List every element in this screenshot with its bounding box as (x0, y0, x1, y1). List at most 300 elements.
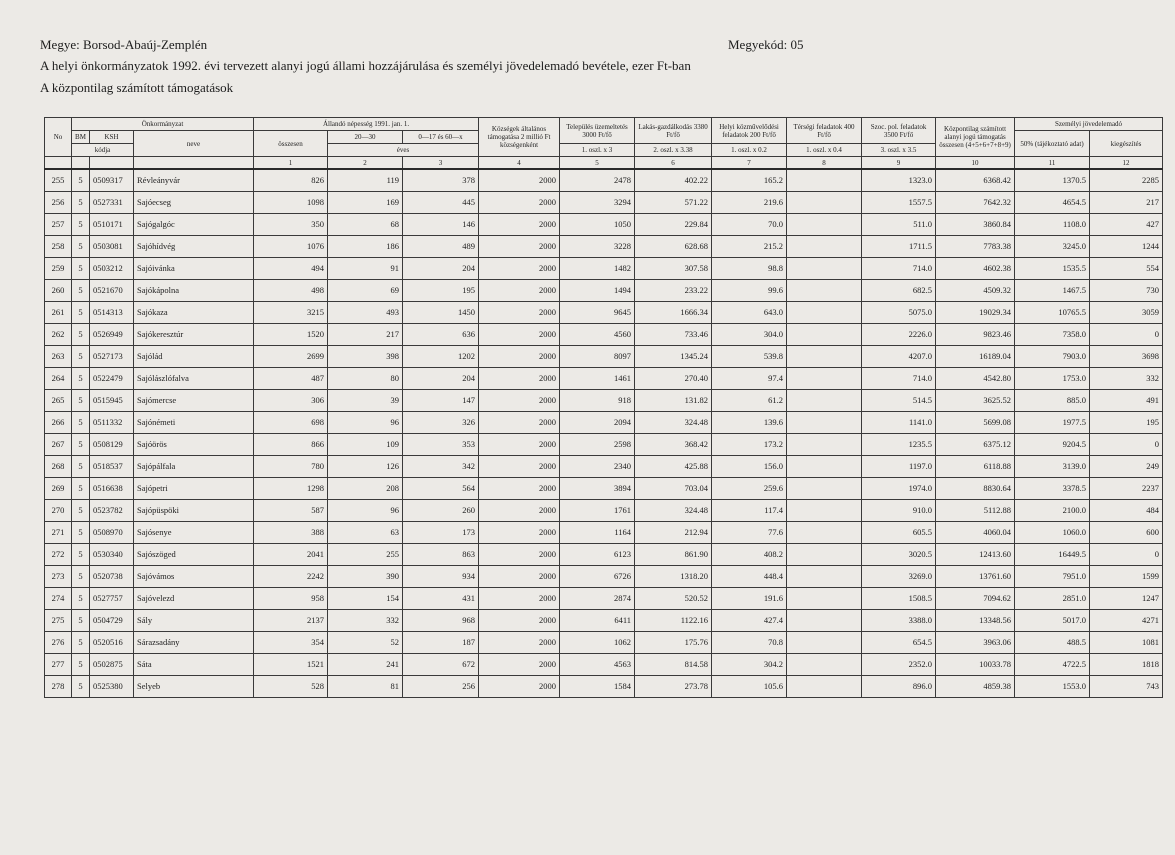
cell-kieg: 1818 (1090, 653, 1163, 675)
table-row (45, 213, 1163, 235)
cell-bm: 5 (72, 455, 90, 477)
cell-tersegi (787, 499, 862, 521)
cell-szoc: 3020.5 (862, 543, 936, 565)
table-row (45, 367, 1163, 389)
cell-kozponti: 5699.08 (936, 411, 1015, 433)
cell-kozsegek: 2000 (479, 455, 560, 477)
cell-osszesen: 1298 (254, 477, 328, 499)
cell-osszesen: 3215 (254, 301, 328, 323)
cell-tersegi (787, 235, 862, 257)
cell-2030: 154 (328, 587, 403, 609)
cell-kozponti: 9823.46 (936, 323, 1015, 345)
cell-osszesen: 388 (254, 521, 328, 543)
cell-lakas: 425.88 (635, 455, 712, 477)
cell-2030: 52 (328, 631, 403, 653)
cell-szja50: 9204.5 (1015, 433, 1090, 455)
cell-bm: 5 (72, 367, 90, 389)
cell-szja50: 7358.0 (1015, 323, 1090, 345)
cell-kozsegek: 2000 (479, 213, 560, 235)
cell-telepules: 6411 (560, 609, 635, 631)
cell-szja50: 2851.0 (1015, 587, 1090, 609)
cell-017: 146 (403, 213, 479, 235)
cell-szoc: 2352.0 (862, 653, 936, 675)
col-osszesen-header: összesen (254, 131, 328, 157)
cell-kozsegek: 2000 (479, 653, 560, 675)
cell-szja50: 3378.5 (1015, 477, 1090, 499)
cell-017: 195 (403, 279, 479, 301)
cell-helyi: 139.6 (712, 411, 787, 433)
cell-name: Sajóörös (134, 433, 254, 455)
cell-lakas: 175.76 (635, 631, 712, 653)
cell-szja50: 1108.0 (1015, 213, 1090, 235)
cell-kozponti: 8830.64 (936, 477, 1015, 499)
cell-bm: 5 (72, 301, 90, 323)
cell-bm: 5 (72, 389, 90, 411)
cell-helyi: 259.6 (712, 477, 787, 499)
cell-telepules: 6123 (560, 543, 635, 565)
cell-kozponti: 6118.88 (936, 455, 1015, 477)
cell-bm: 5 (72, 235, 90, 257)
cell-kozsegek: 2000 (479, 301, 560, 323)
cell-tersegi (787, 543, 862, 565)
cell-name: Sajópálfala (134, 455, 254, 477)
cell-no: 264 (45, 367, 72, 389)
cell-2030: 241 (328, 653, 403, 675)
cell-bm: 5 (72, 675, 90, 697)
cell-kieg: 1081 (1090, 631, 1163, 653)
cell-017: 1202 (403, 345, 479, 367)
table-row (45, 433, 1163, 455)
cell-kozponti: 6375.12 (936, 433, 1015, 455)
col-onkormanyzat-header: Önkormányzat (72, 118, 254, 131)
col-szja-header: Személyi jövedelemadó (1015, 118, 1163, 131)
cell-no: 258 (45, 235, 72, 257)
cell-ksh: 0516638 (90, 477, 134, 499)
table-row (45, 235, 1163, 257)
cell-2030: 493 (328, 301, 403, 323)
cell-tersegi (787, 389, 862, 411)
cell-kozponti: 10033.78 (936, 653, 1015, 675)
cell-bm: 5 (72, 653, 90, 675)
cell-kozponti: 12413.60 (936, 543, 1015, 565)
col-tersegi-sub: 1. oszl. x 0.4 (787, 144, 862, 157)
cell-bm: 5 (72, 477, 90, 499)
cell-kozponti: 3860.84 (936, 213, 1015, 235)
cell-kozponti: 13348.56 (936, 609, 1015, 631)
cell-kozponti: 4542.80 (936, 367, 1015, 389)
cell-2030: 119 (328, 169, 403, 191)
col-szoc-sub: 3. oszl. x 3.5 (862, 144, 936, 157)
cell-lakas: 233.22 (635, 279, 712, 301)
table-row (45, 565, 1163, 587)
cell-kozsegek: 2000 (479, 345, 560, 367)
cell-name: Sajóvámos (134, 565, 254, 587)
cell-kozponti: 4859.38 (936, 675, 1015, 697)
cell-tersegi (787, 345, 862, 367)
cell-lakas: 368.42 (635, 433, 712, 455)
county-code-label: Megyekód: 05 (728, 37, 804, 52)
cell-no: 267 (45, 433, 72, 455)
cell-2030: 398 (328, 345, 403, 367)
cell-kieg: 743 (1090, 675, 1163, 697)
cell-kieg: 730 (1090, 279, 1163, 301)
colnum-8: 8 (787, 157, 862, 170)
table-row (45, 257, 1163, 279)
cell-lakas: 1122.16 (635, 609, 712, 631)
cell-2030: 169 (328, 191, 403, 213)
cell-telepules: 918 (560, 389, 635, 411)
cell-osszesen: 487 (254, 367, 328, 389)
cell-helyi: 304.0 (712, 323, 787, 345)
col-eves-header: éves (328, 144, 479, 157)
cell-017: 204 (403, 257, 479, 279)
cell-tersegi (787, 411, 862, 433)
cell-helyi: 173.2 (712, 433, 787, 455)
cell-017: 863 (403, 543, 479, 565)
cell-szoc: 5075.0 (862, 301, 936, 323)
cell-017: 968 (403, 609, 479, 631)
cell-ksh: 0508970 (90, 521, 134, 543)
cell-017: 636 (403, 323, 479, 345)
table-body (45, 169, 1163, 697)
cell-name: Sajókápolna (134, 279, 254, 301)
cell-kozponti: 5112.88 (936, 499, 1015, 521)
cell-tersegi (787, 675, 862, 697)
cell-017: 1450 (403, 301, 479, 323)
cell-kieg: 3059 (1090, 301, 1163, 323)
cell-ksh: 0510171 (90, 213, 134, 235)
cell-lakas: 131.82 (635, 389, 712, 411)
cell-kieg: 195 (1090, 411, 1163, 433)
cell-szoc: 511.0 (862, 213, 936, 235)
cell-lakas: 273.78 (635, 675, 712, 697)
cell-017: 353 (403, 433, 479, 455)
cell-kieg: 1599 (1090, 565, 1163, 587)
cell-osszesen: 698 (254, 411, 328, 433)
cell-osszesen: 2699 (254, 345, 328, 367)
cell-szoc: 1323.0 (862, 169, 936, 191)
cell-tersegi (787, 191, 862, 213)
cell-szoc: 3388.0 (862, 609, 936, 631)
colnum-blank (90, 157, 134, 170)
cell-tersegi (787, 279, 862, 301)
cell-szoc: 514.5 (862, 389, 936, 411)
cell-2030: 186 (328, 235, 403, 257)
cell-017: 147 (403, 389, 479, 411)
cell-osszesen: 2137 (254, 609, 328, 631)
cell-szja50: 4654.5 (1015, 191, 1090, 213)
cell-kieg: 249 (1090, 455, 1163, 477)
cell-ksh: 0508129 (90, 433, 134, 455)
cell-2030: 63 (328, 521, 403, 543)
cell-2030: 91 (328, 257, 403, 279)
cell-ksh: 0521670 (90, 279, 134, 301)
cell-szja50: 1977.5 (1015, 411, 1090, 433)
cell-kieg: 600 (1090, 521, 1163, 543)
cell-kozponti: 19029.34 (936, 301, 1015, 323)
cell-osszesen: 1076 (254, 235, 328, 257)
cell-szoc: 605.5 (862, 521, 936, 543)
cell-helyi: 99.6 (712, 279, 787, 301)
cell-name: Sály (134, 609, 254, 631)
table-row (45, 543, 1163, 565)
cell-kozsegek: 2000 (479, 543, 560, 565)
cell-2030: 68 (328, 213, 403, 235)
cell-name: Sajóecseg (134, 191, 254, 213)
cell-kieg: 3698 (1090, 345, 1163, 367)
cell-2030: 126 (328, 455, 403, 477)
cell-tersegi (787, 213, 862, 235)
cell-telepules: 4560 (560, 323, 635, 345)
cell-telepules: 2478 (560, 169, 635, 191)
cell-kozsegek: 2000 (479, 235, 560, 257)
cell-kozponti: 4060.04 (936, 521, 1015, 543)
cell-no: 272 (45, 543, 72, 565)
cell-tersegi (787, 301, 862, 323)
cell-lakas: 307.58 (635, 257, 712, 279)
cell-helyi: 77.6 (712, 521, 787, 543)
col-kodja-header: kódja (72, 144, 134, 157)
cell-telepules: 9645 (560, 301, 635, 323)
cell-telepules: 1461 (560, 367, 635, 389)
col-bm-header: BM (72, 131, 90, 144)
cell-no: 262 (45, 323, 72, 345)
cell-2030: 81 (328, 675, 403, 697)
cell-tersegi (787, 367, 862, 389)
table-row (45, 499, 1163, 521)
col-ksh-header: KSH (90, 131, 134, 144)
cell-no: 260 (45, 279, 72, 301)
cell-ksh: 0514313 (90, 301, 134, 323)
table-row (45, 279, 1163, 301)
cell-kozsegek: 2000 (479, 323, 560, 345)
cell-017: 445 (403, 191, 479, 213)
cell-szja50: 2100.0 (1015, 499, 1090, 521)
cell-no: 277 (45, 653, 72, 675)
cell-tersegi (787, 257, 862, 279)
cell-017: 489 (403, 235, 479, 257)
cell-szja50: 3139.0 (1015, 455, 1090, 477)
cell-osszesen: 354 (254, 631, 328, 653)
cell-szoc: 4207.0 (862, 345, 936, 367)
col-2030-header: 20—30 (328, 131, 403, 144)
cell-szoc: 654.5 (862, 631, 936, 653)
cell-bm: 5 (72, 191, 90, 213)
cell-017: 326 (403, 411, 479, 433)
cell-name: Sajópüspöki (134, 499, 254, 521)
cell-017: 256 (403, 675, 479, 697)
table-row (45, 411, 1163, 433)
cell-helyi: 70.8 (712, 631, 787, 653)
cell-osszesen: 2041 (254, 543, 328, 565)
colnum-blank (72, 157, 90, 170)
cell-kozponti: 7094.62 (936, 587, 1015, 609)
table-row (45, 675, 1163, 697)
cell-lakas: 628.68 (635, 235, 712, 257)
cell-bm: 5 (72, 213, 90, 235)
cell-osszesen: 958 (254, 587, 328, 609)
cell-kozsegek: 2000 (479, 565, 560, 587)
cell-bm: 5 (72, 433, 90, 455)
cell-szoc: 3269.0 (862, 565, 936, 587)
cell-name: Selyeb (134, 675, 254, 697)
table-row (45, 609, 1163, 631)
cell-017: 378 (403, 169, 479, 191)
cell-telepules: 4563 (560, 653, 635, 675)
colnum-4: 4 (479, 157, 560, 170)
cell-helyi: 448.4 (712, 565, 787, 587)
cell-no: 275 (45, 609, 72, 631)
cell-helyi: 165.2 (712, 169, 787, 191)
col-no-header: No (45, 118, 72, 157)
cell-2030: 69 (328, 279, 403, 301)
cell-helyi: 98.8 (712, 257, 787, 279)
cell-no: 261 (45, 301, 72, 323)
table-row (45, 631, 1163, 653)
cell-szoc: 1197.0 (862, 455, 936, 477)
cell-ksh: 0525380 (90, 675, 134, 697)
cell-helyi: 408.2 (712, 543, 787, 565)
cell-017: 187 (403, 631, 479, 653)
cell-lakas: 703.04 (635, 477, 712, 499)
cell-2030: 96 (328, 411, 403, 433)
table-row (45, 521, 1163, 543)
col-lakas-sub: 2. oszl. x 3.38 (635, 144, 712, 157)
cell-017: 204 (403, 367, 479, 389)
cell-no: 257 (45, 213, 72, 235)
cell-szja50: 1370.5 (1015, 169, 1090, 191)
cell-szja50: 3245.0 (1015, 235, 1090, 257)
cell-telepules: 1062 (560, 631, 635, 653)
cell-kieg: 1244 (1090, 235, 1163, 257)
cell-bm: 5 (72, 543, 90, 565)
cell-lakas: 733.46 (635, 323, 712, 345)
cell-no: 273 (45, 565, 72, 587)
cell-kieg: 1247 (1090, 587, 1163, 609)
cell-name: Sajólászlófalva (134, 367, 254, 389)
col-neve-header: neve (134, 131, 254, 157)
cell-szja50: 7951.0 (1015, 565, 1090, 587)
cell-kieg: 0 (1090, 543, 1163, 565)
col-szja50-header: 50% (tájékoztató adat) (1015, 131, 1090, 157)
cell-szoc: 682.5 (862, 279, 936, 301)
cell-ksh: 0503081 (90, 235, 134, 257)
cell-szoc: 714.0 (862, 367, 936, 389)
cell-2030: 390 (328, 565, 403, 587)
cell-name: Sajólád (134, 345, 254, 367)
cell-szja50: 885.0 (1015, 389, 1090, 411)
cell-helyi: 427.4 (712, 609, 787, 631)
cell-kieg: 427 (1090, 213, 1163, 235)
cell-szja50: 10765.5 (1015, 301, 1090, 323)
cell-tersegi (787, 433, 862, 455)
cell-kieg: 4271 (1090, 609, 1163, 631)
cell-lakas: 402.22 (635, 169, 712, 191)
cell-name: Sajónémeti (134, 411, 254, 433)
cell-szja50: 488.5 (1015, 631, 1090, 653)
cell-kozsegek: 2000 (479, 389, 560, 411)
cell-name: Sajóhídvég (134, 235, 254, 257)
cell-telepules: 2094 (560, 411, 635, 433)
cell-ksh: 0527757 (90, 587, 134, 609)
cell-tersegi (787, 565, 862, 587)
cell-017: 260 (403, 499, 479, 521)
cell-szoc: 2226.0 (862, 323, 936, 345)
table-row (45, 169, 1163, 191)
colnum-2: 2 (328, 157, 403, 170)
colnum-blank (45, 157, 72, 170)
cell-kozponti: 3963.06 (936, 631, 1015, 653)
cell-osszesen: 587 (254, 499, 328, 521)
table-row (45, 301, 1163, 323)
cell-telepules: 1482 (560, 257, 635, 279)
data-table (44, 117, 1163, 698)
cell-osszesen: 1098 (254, 191, 328, 213)
cell-no: 278 (45, 675, 72, 697)
cell-osszesen: 1521 (254, 653, 328, 675)
cell-kozsegek: 2000 (479, 257, 560, 279)
cell-kozponti: 3625.52 (936, 389, 1015, 411)
cell-telepules: 2340 (560, 455, 635, 477)
cell-szja50: 16449.5 (1015, 543, 1090, 565)
cell-helyi: 539.8 (712, 345, 787, 367)
cell-osszesen: 498 (254, 279, 328, 301)
colnum-5: 5 (560, 157, 635, 170)
cell-tersegi (787, 323, 862, 345)
cell-kozponti: 16189.04 (936, 345, 1015, 367)
cell-lakas: 229.84 (635, 213, 712, 235)
cell-telepules: 3294 (560, 191, 635, 213)
cell-name: Sajóivánka (134, 257, 254, 279)
colnum-6: 6 (635, 157, 712, 170)
cell-lakas: 324.48 (635, 499, 712, 521)
cell-bm: 5 (72, 587, 90, 609)
cell-lakas: 1345.24 (635, 345, 712, 367)
cell-lakas: 814.58 (635, 653, 712, 675)
cell-tersegi (787, 521, 862, 543)
cell-bm: 5 (72, 499, 90, 521)
cell-szja50: 4722.5 (1015, 653, 1090, 675)
cell-kozsegek: 2000 (479, 587, 560, 609)
cell-kieg: 0 (1090, 433, 1163, 455)
cell-ksh: 0523782 (90, 499, 134, 521)
cell-szoc: 714.0 (862, 257, 936, 279)
table-row (45, 323, 1163, 345)
document-title: A helyi önkormányzatok 1992. évi tervezett alanyi jogú állami hozzájárulása és személyi jövedelemadó bevétele, ezer Ft-ban (40, 58, 691, 73)
cell-szja50: 1553.0 (1015, 675, 1090, 697)
cell-helyi: 105.6 (712, 675, 787, 697)
cell-kozsegek: 2000 (479, 521, 560, 543)
cell-2030: 217 (328, 323, 403, 345)
cell-bm: 5 (72, 521, 90, 543)
cell-telepules: 6726 (560, 565, 635, 587)
cell-kozponti: 4509.32 (936, 279, 1015, 301)
cell-bm: 5 (72, 609, 90, 631)
cell-szja50: 5017.0 (1015, 609, 1090, 631)
cell-telepules: 2874 (560, 587, 635, 609)
table-row (45, 191, 1163, 213)
cell-kozponti: 7783.38 (936, 235, 1015, 257)
cell-017: 672 (403, 653, 479, 675)
cell-szoc: 910.0 (862, 499, 936, 521)
cell-lakas: 571.22 (635, 191, 712, 213)
cell-kieg: 332 (1090, 367, 1163, 389)
cell-lakas: 212.94 (635, 521, 712, 543)
cell-no: 259 (45, 257, 72, 279)
cell-tersegi (787, 631, 862, 653)
cell-tersegi (787, 169, 862, 191)
cell-tersegi (787, 609, 862, 631)
